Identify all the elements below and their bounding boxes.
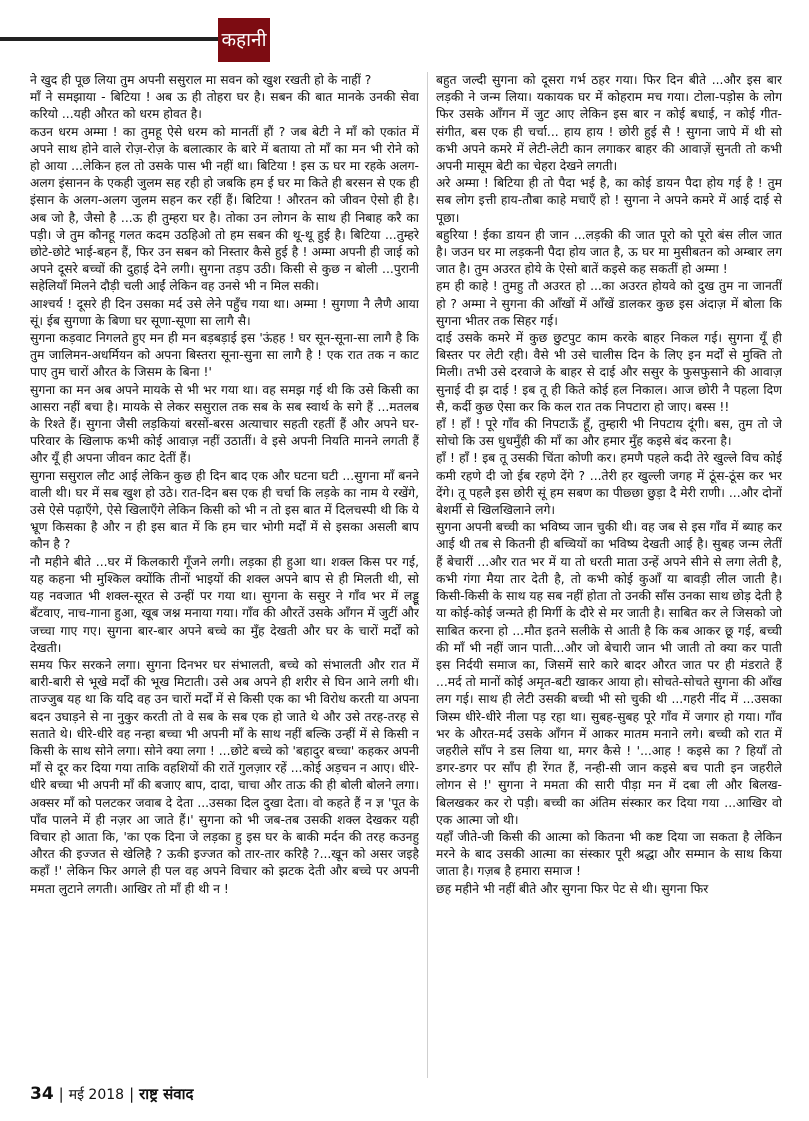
issue-date: मई 2018: [68, 1087, 125, 1103]
paragraph: छह महीने भी नहीं बीते और सुगना फिर पेट से थी। सुगना फिर: [436, 881, 709, 896]
header-rule: [0, 37, 218, 41]
paragraph: सुगना अपनी बच्ची का भविष्य जान चुकी थी। वह जब से इस गाँव में ब्याह कर आई थी तब से कितनी ही बच्चियों का भविष्य देखती आई है। सुबह जन्म लेतीं हैं बेचारीं ...और रात भर में या तो धरती माता उन्हें अपने सीने से लगा लेती है, कभी गंगा मैया तार देती है, तो कभी कोई कुआँ या बावड़ी लील जाती है। किसी-किसी के साथ यह सब नहीं होता तो उनकी साँस उनका साथ छोड़ देती है या कोई-कोई जन्मते ही मिर्गी के दौरे से मर जाती है। साबित कर ले जिसको जो साबित करना हो ...मौत इतने सलीके से आती है कि कब आकर छू गई, बच्ची की माँ भी नहीं जान पाती...और जो बेचारी जान भी जाती तो क्या कर पाती इस निर्दयी समाज का, जिसमें सारे कारे बादर औरत जात पर ही मंडराते हैं ...मर्द तो मानों कोई अमृत-बटी खाकर आया हो। सोचते-सोचते सुगना की आँख लग गई। साथ ही लेटी उसकी बच्ची भी सो चुकी थी ...गहरी नींद में ...उसका जिस्म धीरे-धीरे नीला पड़ रहा था। सुबह-सुबह पूरे गाँव में जगार हो गया। गाँव भर के औरत-मर्द उसके आँगन में आकर मातम मनाने लगे। बच्ची को रात में जहरीले साँप ने डस लिया था, मगर कैसे ! '...आह ! कइसे का ? हियाँ तो डगर-डगर पर साँप ही रेंगत हैं, नन्ही-सी जान कइसे बच पाती इन जहरीले लोगन से !' सुगना ने ममता की सारी पीड़ा मन में दबा ली और बिलख-बिलखकर कर रो पड़ी। बच्ची का अंतिम संस्कार कर दिया गया ...आखिर वो एक आत्मा जो थी।: [436, 520, 782, 827]
left-column: [30, 72, 419, 1078]
paragraph: हाँ ! हाँ ! पूरे गाँव की निपटाऊँ हूँ, तुम्हारी भी निपटाय दूंगी। बस, तुम तो जे सोचो कि उस धुधमुँही की माँ का और हमार मुँह कइसे बंद करना है।: [436, 417, 782, 449]
footer-separator: |: [129, 1085, 135, 1103]
paragraph: अरे अम्मा ! बिटिया ही तो पैदा भई है, का कोई डायन पैदा होय गई है ! तुम सब लोग इत्ती हाय-तौबा काहे मचाएँ हो ! सुगना ने अपने कमरे में आई दाई से पूछा।: [436, 176, 782, 225]
paragraph: बहुत जल्दी सुगना को दूसरा गर्भ ठहर गया। फिर दिन बीते ...और इस बार लड़की ने जन्म लिया। यकायक घर में कोहराम मच गया। टोला-पड़ोस के लोग फिर उसके आँगन में जुट आए लेकिन इस बार न कोई बधाई, न कोई गीत-संगीत, बस एक ही चर्चा... हाय हाय ! छोरी हुई सै ! सुगना जापे में थी सो कभी अपने कमरे में लेटी-लेटी कान लगाकर बाहर की आवाज़ें सुनती तो कभी अपनी मासूम बेटी का चेहरा देखने लगती।: [436, 73, 782, 174]
magazine-name: राष्ट्र संवाद: [139, 1085, 194, 1103]
page-footer: [30, 1083, 193, 1105]
paragraph: माँ ने समझाया - बिटिया ! अब ऊ ही तोहरा घर है। सबन की बात मानके उनकी सेवा करियो ...यही औरत को धरम होवत है।: [30, 90, 419, 122]
paragraph: यहाँ जीते-जी किसी की आत्मा को कितना भी कष्ट दिया जा सकता है लेकिन मरने के बाद उसकी आत्मा का संस्कार पूरी श्रद्धा और सम्मान के साथ किया जाता है। गज़ब है हमारा समाज !: [436, 829, 782, 879]
section-label: कहानी: [218, 18, 270, 62]
paragraph: कउन धरम अम्मा ! का तुमहू ऐसे धरम को मानतीं हौं ? जब बेटी ने माँ को एकांत में अपने साथ होने वाले रोज़-रोज़ के बलात्कार के बारे में बताया तो माँ का मन भी रोने को हो आया ...लेकिन हल तो उसके पास भी नहीं था। बिटिया ! इस ऊ घर मा रहके अलग-अलग इंसानन के एकही जुलम सह रही हो जबकि हम ई घर मा किते ही बरसन से एक ही इंसान के अलग-अलग जुलम सहन कर रहीं हैं। बिटिया ! औरतन को जीवन ऐसो ही है। अब जो है, जैसो है ...ऊ ही तुम्हरा घर है। तोका उन लोगन के साथ ही निबाह करै का पड़ी। जे तुम कौनहू गलत कदम उठहिओ तो हम सबन की थू-थू हुई है। बिटिया ...तुम्हरे छोटे-छोटे भाई-बहन हैं, फिर उन सबन को निस्तार कैसे हुई है ! अम्मा अपनी ही जाई को अपने दूसरे बच्चों की दुहाई देने लगी। सुगना तड़प उठी। किसी से कुछ न बोली ...पुरानी सहेलियाँ मिलने दौड़ी चली आईं लेकिन वह उनसे भी न मिल सकी।: [30, 124, 419, 294]
footer-separator: |: [58, 1085, 64, 1103]
page-number: 34: [30, 1084, 54, 1104]
paragraph: बहुरिया ! ईका डायन ही जान ...लड़की की जात पूरो को पूरो बंस लील जात है। जउन घर मा लड़कनी पैदा होय जात है, ऊ घर मा मुसीबतन को अम्बार लग जात है। तुम अउरत होये के ऐसो बातें कइसे कह सकतीं हो अम्मा !: [436, 227, 782, 277]
paragraph: समय फिर सरकने लगा। सुगना दिनभर घर संभालती, बच्चे को संभालती और रात में बारी-बारी से भूखे मर्दों की भूख मिटाती। उसे अब अपने ही शरीर से घिन आने लगी थी। ताज्जुब यह था कि यदि वह उन चारों मर्दों में से किसी एक का भी विरोध करती या अपना बदन उघाड़ने से ना नुकुर करती तो वे सब के सब एक हो जाते थे और उसे तरह-तरह से सताते थे। धीरे-धीरे वह नन्हा बच्चा भी अपनी माँ के साथ नहीं बल्कि उन्हीं में से किसी न किसी के साथ सोने लगा। सोने क्या लगा ! ...छोटे बच्चे को 'बहादुर बच्चा' कहकर अपनी माँ से दूर कर दिया गया ताकि वहशियों की रातें गुलज़ार रहें ...कोई अड़चन न आए। धीरे-धीरे बच्चा भी अपनी माँ की बजाए बाप, दादा, चाचा और ताऊ की ही बोली बोलने लगा। अक्सर माँ को पलटकर जवाब दे देता ...उसका दिल दुखा देता। वो कहते हैं न ज्ञ 'पूत के पाँव पालने में ही नज़र आ जाते हैं।' सुगना को भी जब-तब उसकी शक्ल देखकर यही विचार हो आता कि, 'का एक दिना जे लड़का हु इस घर के बाकी मर्दन की तरह कउनहु औरत की इज्जत से खेलिहै ? ऊकी इज्जत को तार-तार करिहै ?...खून को असर जइहै कहाँ !' लेकिन फिर अगले ही पल वह अपने विचार को झटक देती और बच्चे पर अपनी ममता लुटाने लगती। आखिर तो माँ ही थी न !: [30, 657, 419, 896]
paragraph: आश्चर्य ! दूसरे ही दिन उसका मर्द उसे लेने पहुँच गया था। अम्मा ! सुगणा नै लैणै आया सूं। ईब सुगणा के बिणा घर सूणा-सूणा सा लागै सै।: [30, 296, 419, 328]
paragraph: दाई उसके कमरे में कुछ छुटपुट काम करके बाहर निकल गई। सुगना यूँ ही बिस्तर पर लेटी रही। वैसे भी उसे चालीस दिन के लिए इन मर्दों से मुक्ति तो मिली। तभी उसे दरवाजे के बाहर से दाई और ससुर के फुसफुसाने की आवाज़ सुनाई दी झ दाई ! इब तू ही किते कोई हल निकाल। आज छोरी नै पहला दिण सै, कर्दी कुछ ऐसा कर कि कल रात तक निपटारा हो जाए। बस्स !!: [436, 331, 782, 414]
paragraph: ने खुद ही पूछ लिया तुम अपनी ससुराल मा सवन को खुश रखती हो के नाहीं ?: [30, 73, 372, 87]
column-divider: [427, 72, 428, 1078]
paragraph: नौ महीने बीते ...घर में किलकारी गूँजने लगी। लड़का ही हुआ था। शक्ल किस पर गई, यह कहना भी मुश्किल क्योंकि तीनों भाइयों की शक्ल अपने बाप से ही मिलती थी, सो यह नवजात भी शक्ल-सूरत से उन्हीं पर गया था। सुगना के ससुर ने गाँव भर में लड्डू बँटवाए, नाच-गाना हुआ, खूब जश्न मनाया गया। गाँव की औरतें उसके आँगन में जुटीं और जच्चा गाए गए। सुगना बार-बार अपने बच्चे का मुँह देखती और घर के चारों मर्दों को देखती।: [30, 554, 419, 655]
paragraph: हम ही काहे ! तुमहु तौ अउरत हो ...का अउरत होयवे को दुख तुम ना जानतीं हो ? अम्मा ने सुगना की आँखों में आँखें डालकर कुछ इस अंदाज़ में बोला कि सुगना भीतर तक सिहर गई।: [436, 279, 782, 328]
paragraph: सुगना ससुराल लौट आई लेकिन कुछ ही दिन बाद एक और घटना घटी ...सुगना माँ बनने वाली थी। घर में सब खुश हो उठे। रात-दिन बस एक ही चर्चा कि लड़के का नाम ये रखेंगे, उसे ऐसे पढ़ाएँगे, ऐसे खिलाएँगे लेकिन किसी को भी न तो इस बात में दिलचस्पी थी कि ये भ्रूण किसका है और न ही इस बात में कि हम चार भोगी मर्दों में से इसका असली बाप कौन है ?: [30, 468, 419, 552]
paragraph: हाँ ! हाँ ! इब तू उसकी चिंता कोणी कर। हमणै पहले कदी तेरे खुल्ले विच कोई कमी रहणे दी जो ईब रहणे देंगे ? ...तेरी हर खुल्ली जगह में ठूंस-ठूंस कर भर देंगे। तू पहलै इस छोरी सूं हम सबण का पीछ्छा छुड़ा दै मेरी राणी। ...और दोनों बेशर्मी से खिलखिलाने लगे।: [436, 451, 782, 518]
paragraph: सुगना कड़वाट निगलते हुए मन ही मन बड़बड़ाई इस 'ऊंहह ! घर सून-सूना-सा लागै है कि तुम जालिमन-अधर्मियन को अपना बिस्तरा सूना-सुना सा लागै है ! एक रात तक न काट पाए तुम चारों औरत के जिसम के बिना !': [30, 331, 419, 380]
paragraph: सुगना का मन अब अपने मायके से भी भर गया था। वह समझ गई थी कि उसे किसी का आसरा नहीं बचा है। मायके से लेकर ससुराल तक सब के सब स्वार्थ के सगे हैं ...मतलब के रिश्ते हैं। सुगना जैसी लड़कियां बरसों-बरस अत्याचार सहती रहतीं हैं और अपने घर-परिवार के खिलाफ कभी कोई आवाज़ नहीं उठातीं। वे इसे अपनी नियति मानने लगती हैं और यूँ ही अपना जीवन काट देतीं हैं।: [30, 382, 419, 466]
right-column: [436, 72, 782, 1078]
